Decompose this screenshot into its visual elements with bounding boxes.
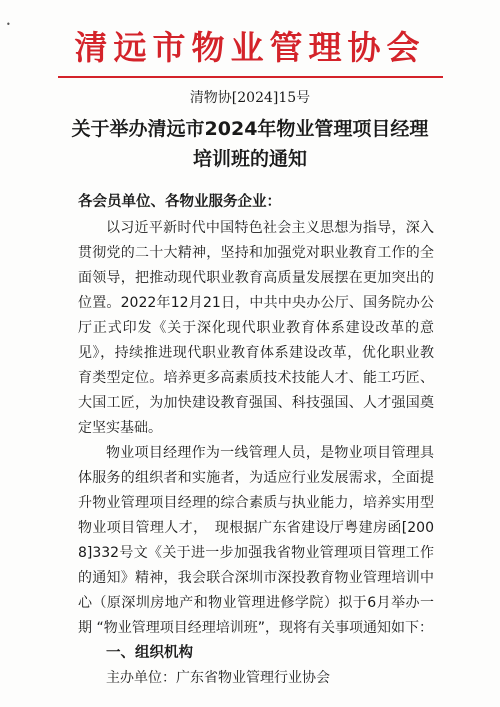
body-text [78, 216, 434, 691]
paragraph-2: 物业项目经理作为一线管理人员，是物业项目管理具体服务的组织者和实施者，为适应行业发展需求，全面提升物业管理项目经理的综合素质与执业能力，培养实用型物业项目管理人才， 现根据广东省建设厅粤建房函[2008]332号文《关于进一步加强我省物业管理项目管理工作的通知》精神，我会联合深圳市深投教育物业管理培训中心（原深圳房地产和物业管理进修学院）拟于6月举办一期 “物业管理项目经理培训班”，现将有关事项通知如下： [78, 445, 434, 636]
corner-mark: • [6, 20, 11, 29]
section-heading-organization: 一、组织机构 [106, 645, 193, 661]
document-title-line-2: 培训班的通知 [192, 148, 307, 170]
salutation: 各会员单位、各物业服务企业： [78, 194, 281, 210]
organizer-line: 主办单位：广东省物业管理行业协会 [106, 670, 330, 686]
document-number: 清物协[2024]15号 [189, 90, 311, 106]
document-title [40, 114, 460, 174]
org-header: 清远市物业管理协会 [74, 28, 426, 67]
document-title-line-1: 关于举办清远市2024年物业管理项目经理 [71, 118, 429, 140]
red-divider-rule [58, 76, 443, 78]
paragraph-1: 以习近平新时代中国特色社会主义思想为指导，深入贯彻党的二十大精神，坚持和加强党对职业教育工作的全面领导，把推动现代职业教育高质量发展摆在更加突出的位置。2022年12月21日，中共中央办公厅、国务院办公厅正式印发《关于深化现代职业教育体系建设改革的意见》，持续推进现代职业教育体系建设改革，优化职业教育类型定位。培养更多高素质技术技能人才、能工巧匠、大国工匠，为加快建设教育强国、科技强国、人才强国奠定坚实基础。 [78, 220, 434, 436]
